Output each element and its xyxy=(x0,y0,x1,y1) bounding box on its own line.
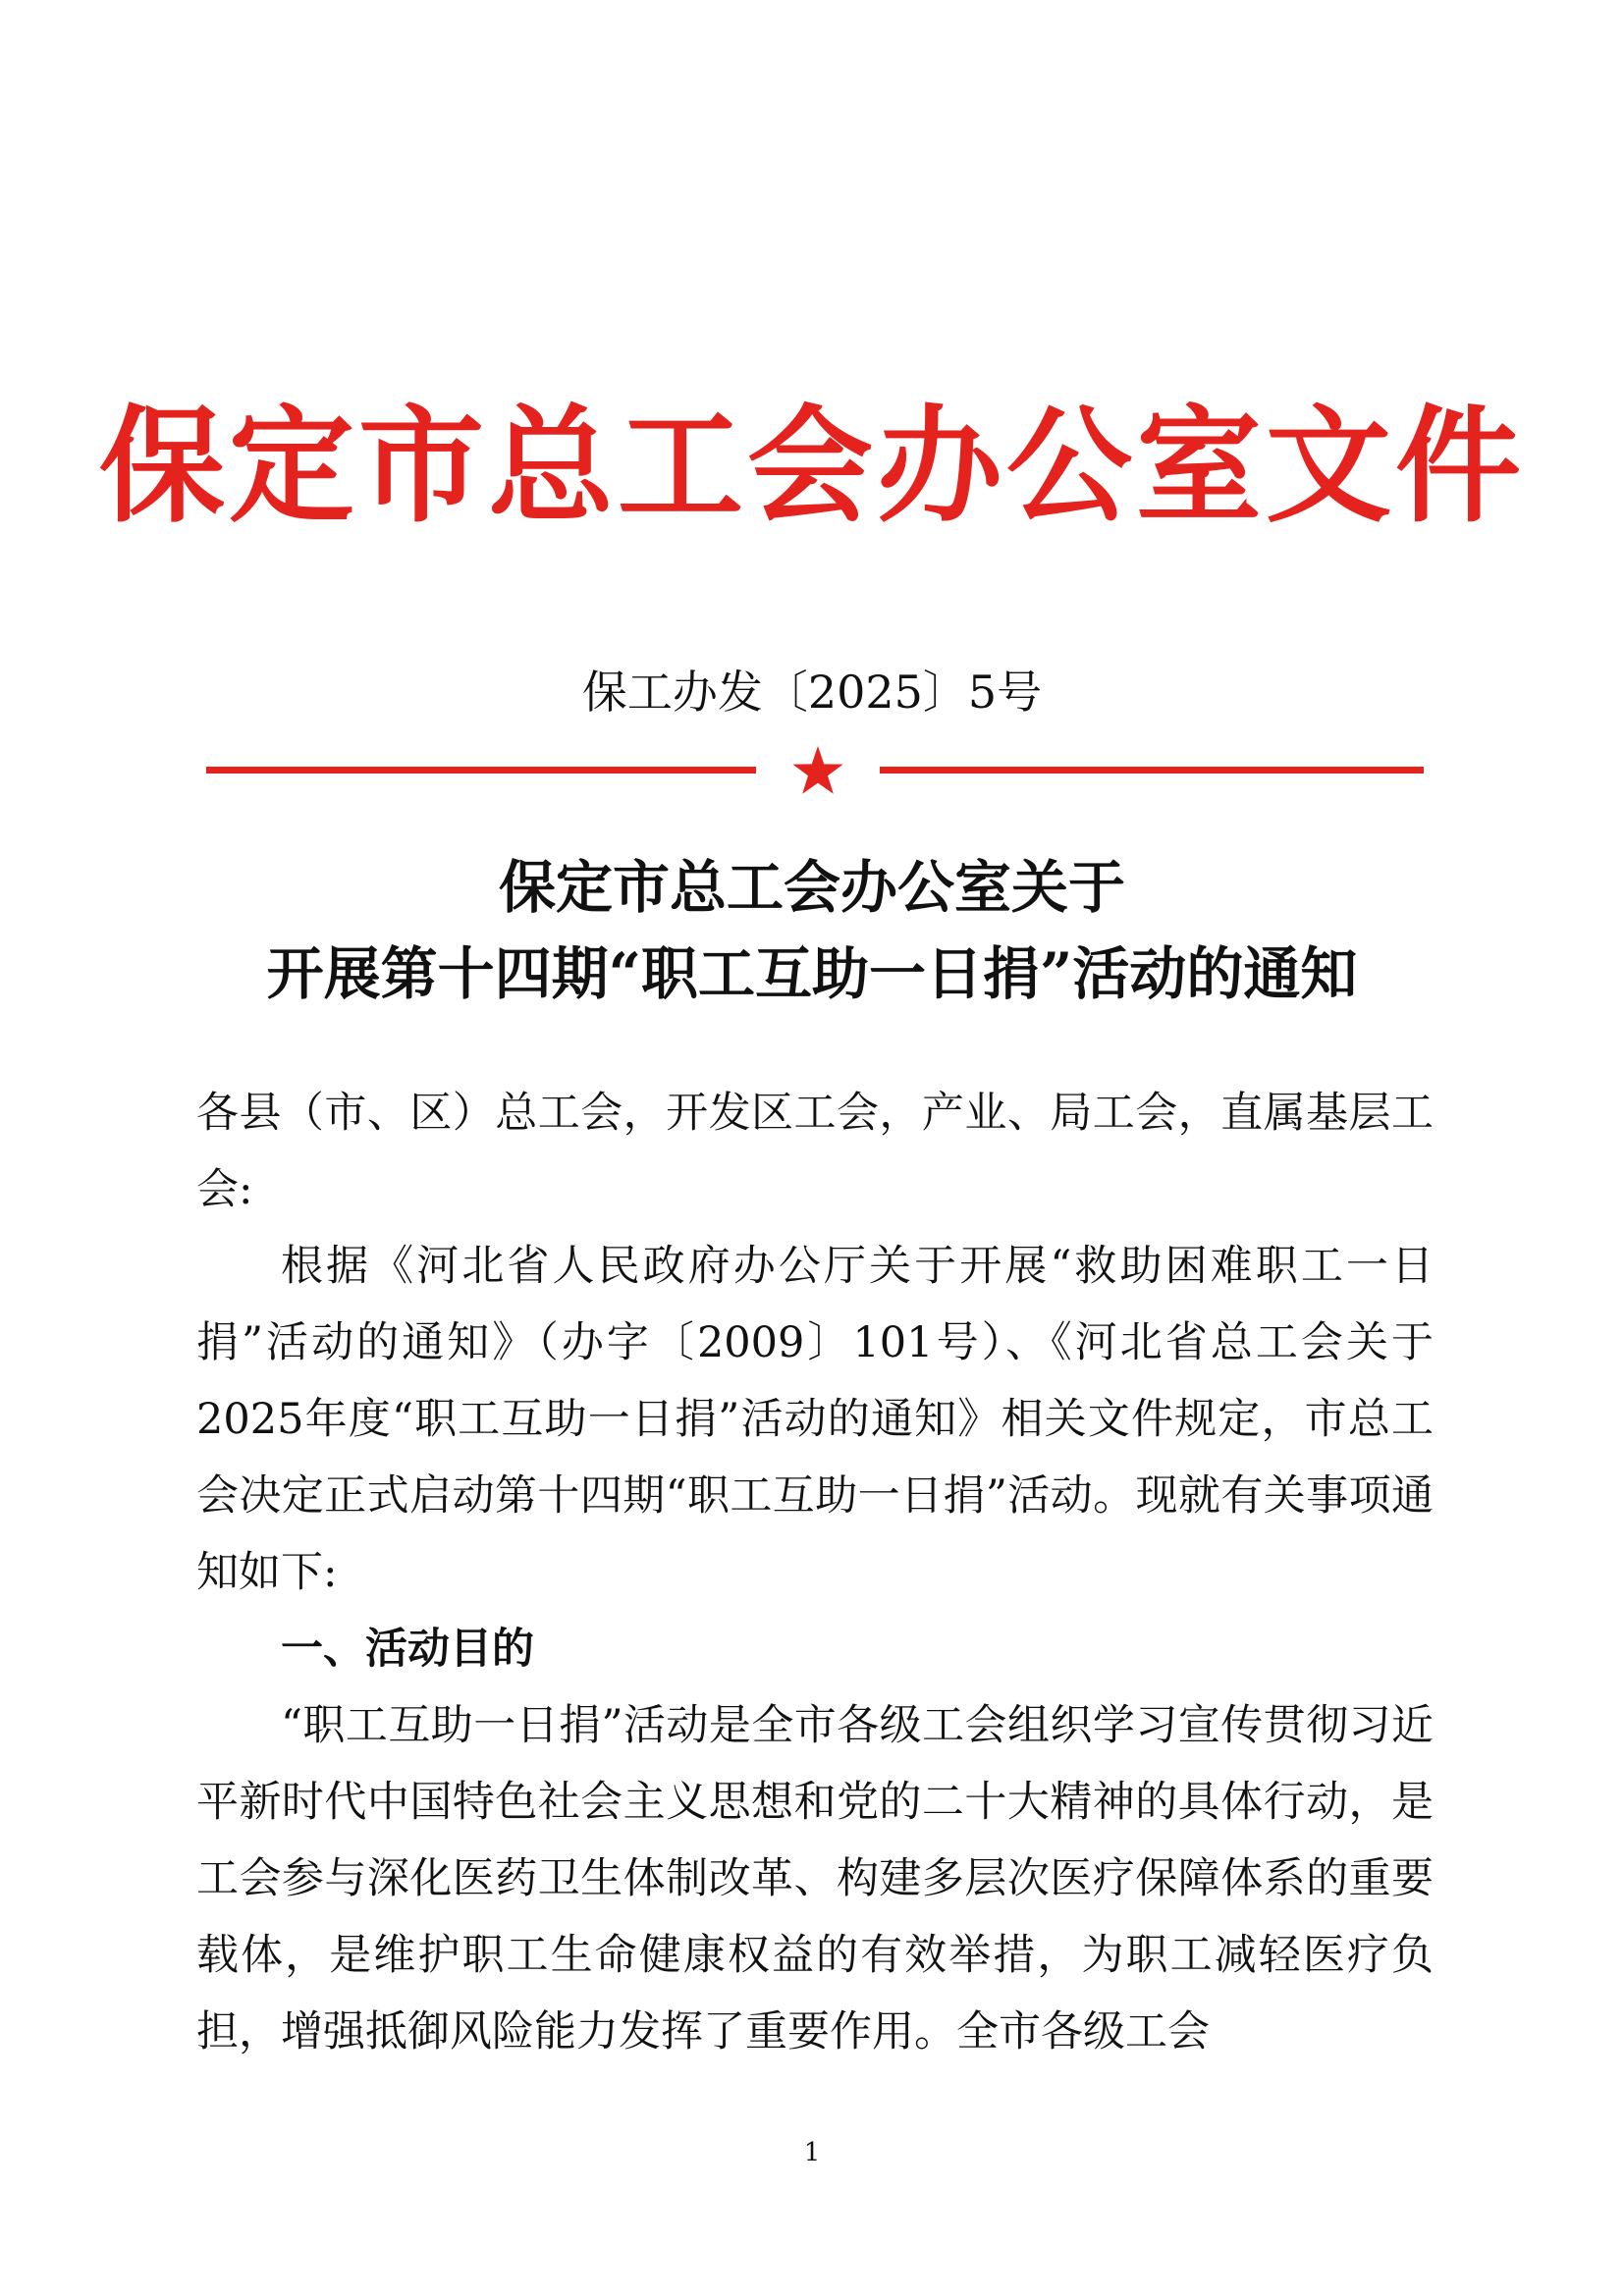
document-number: 保工办发〔2025〕5号 xyxy=(581,666,1043,719)
paragraph-purpose: “职工互助一日捐”活动是全市各级工会组织学习宣传贯彻习近平新时代中国特色社会主义思想和党的二十大精神的具体行动，是工会参与深化医药卫生体制改革、构建多层次医疗保障体系的重要载体，是维护职工生命健康权益的有效举措，为职工减轻医疗负担，增强抵御风险能力发挥了重要作用。全市各级工会 xyxy=(196,1701,1434,2056)
masthead-title: 保定市总工会办公室文件 xyxy=(98,393,1525,540)
star-shape xyxy=(792,746,842,794)
red-divider xyxy=(206,744,1424,799)
addressee: 各县（市、区）总工会，开发区工会，产业、局工会，直属基层工会: xyxy=(196,1089,1434,1214)
paragraph-basis: 根据《河北省人民政府办公厅关于开展“救助困难职工一日捐”活动的通知》（办字〔2009〕101号）、《河北省总工会关于2025年度“职工互助一日捐”活动的通知》相关文件规定，市总工会决定正式启动第十四期“职工互助一日捐”活动。现就有关事项通知如下: xyxy=(196,1242,1434,1597)
section-heading-purpose: 一、活动目的 xyxy=(281,1625,534,1674)
notice-title-line-1: 保定市总工会办公室关于 xyxy=(498,854,1125,921)
body-text xyxy=(196,1075,1434,2070)
star-icon xyxy=(790,744,845,799)
page-number: 1 xyxy=(803,2138,821,2167)
divider-line-right xyxy=(880,767,1424,774)
divider-line-left xyxy=(206,767,756,774)
notice-title-line-2: 开展第十四期“职工互助一日捐”活动的通知 xyxy=(266,940,1358,1007)
